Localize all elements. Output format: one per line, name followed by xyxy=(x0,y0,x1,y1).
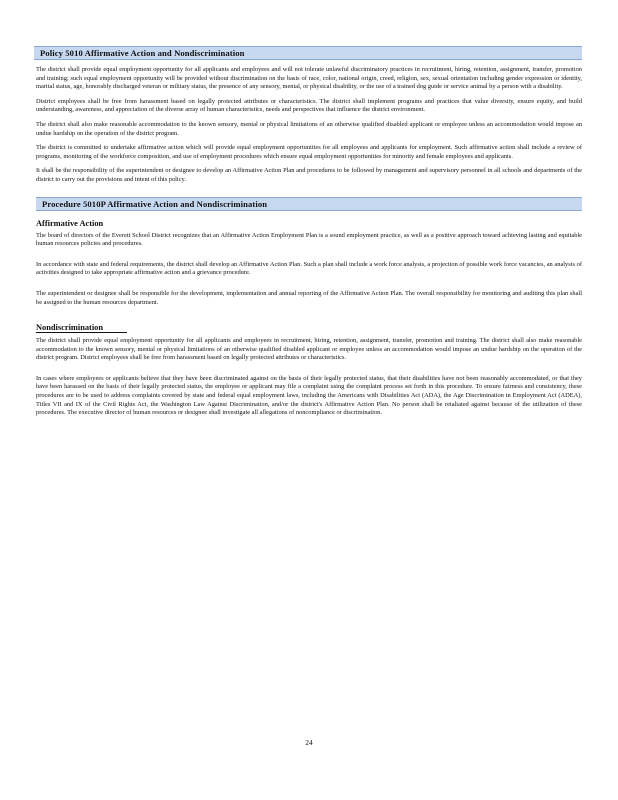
affirmative-action-heading: Affirmative Action xyxy=(36,218,104,228)
page-number: 24 xyxy=(305,738,313,747)
procedure-header: Procedure 5010P Affirmative Action and Nondiscrimination xyxy=(36,197,582,211)
nondiscrimination-heading: Nondiscrimination xyxy=(36,323,127,333)
nondiscrimination-paragraph-2: In cases where employees or applicants believe that they have been discriminated against on the basis of their legally protected status, that their disabilities have not been reasonably accommodated, or that they have been harassed on the basis of their legally protected status, the employee or applicant may file a complaint using the complaint process set forth in this procedure. To ensure fairness and consistency, these procedures are to be used to address complaints covered by state and federal equal employment laws, including the Americans with Disabilities Act (ADA), the Age Discrimination in Employment Act (ADEA), Titles VII and IX of the Civil Rights Act, the Washington Law Against Discrimination, and/or the district's Affirmative Action Plan. No person shall be retaliated against because of the utilization of these procedures. The executive director of human resources or designee shall investigate all allegations of noncompliance or discrimination. xyxy=(36,374,582,417)
document-page xyxy=(36,46,582,424)
policy-paragraph-5: It shall be the responsibility of the superintendent or designee to develop an Affirmative Action Plan and procedures to be followed by management and supervisory personnel in all schools and departments of the district to carry out the provisions and intent of this policy. xyxy=(36,167,582,183)
policy-paragraph-3: The district shall also make reasonable accommodation to the known sensory, mental or physical limitations of an otherwise qualified disabled applicant or employee unless an accommodation would impose an undue hardship on the operation of the district program. xyxy=(36,120,582,137)
affirmative-paragraph-2: In accordance with state and federal requirements, the district shall develop an Affirmative Action Plan. Such a plan shall include a work force analysis, a projection of possible work force vacancies, an analysis of activities designed to take appropriate affirmative action and a grievance procedure. xyxy=(36,260,582,277)
policy-body xyxy=(36,66,582,185)
nondiscrimination-paragraph-1: The district shall provide equal employment opportunity for all applicants and employees in recruitment, hiring, retention, assignment, transfer, promotion and training. The district shall also make reasonable accommodation to the known sensory, mental or physical limitations of an otherwise qualified disabled applicant or employee unless an accommodation would impose an undue hardship on the operation of the district program. District employees shall be free from harassment based on legally protected attributes or characteristics. xyxy=(36,337,582,362)
affirmative-paragraph-1: The board of directors of the Everett School District recognizes that an Affirmative Action Employment Plan is a sound employment practice, as well as a positive approach toward achieving lasting and equitable human resources policies and procedures. xyxy=(36,231,582,248)
policy-header: Policy 5010 Affirmative Action and Nondiscrimination xyxy=(34,46,582,60)
affirmative-paragraph-3: The superintendent or designee shall be responsible for the development, implementation and annual reporting of the Affirmative Action Plan. The overall responsibility for monitoring and auditing this plan shall be assigned to the human resources department. xyxy=(36,289,582,306)
policy-paragraph-4: The district is committed to undertake affirmative action which will provide equal employment opportunities for all employees and applicants for employment. Such affirmative action shall include a review of programs, monitoring of the workforce composition, and use of employment procedures which ensure equal employment opportunities for minority and female employees and applicants. xyxy=(36,144,582,160)
policy-paragraph-1: The district shall provide equal employment opportunity for all applicants and employees and will not tolerate unlawful discriminatory practices in recruitment, hiring, retention, assignment, transfer, promotion and training; such equal employment opportunity will be provided without discrimination on the basis of race, color, national origin, creed, religion, sex, sexual orientation including gender expression or identity, marital status, age, honorably discharged veteran or military status, the presence of any sensory, mental, or physical disability, or the use of a trained dog guide or service animal by a person with a disability. xyxy=(36,66,582,91)
policy-paragraph-2: District employees shall be free from harassment based on legally protected attributes or characteristics. The district shall implement programs and practices that value diversity, ensure equity, and build understanding, awareness, and appreciation of the diverse array of human characteristics, needs and perspectives that influence the district environment. xyxy=(36,97,582,114)
